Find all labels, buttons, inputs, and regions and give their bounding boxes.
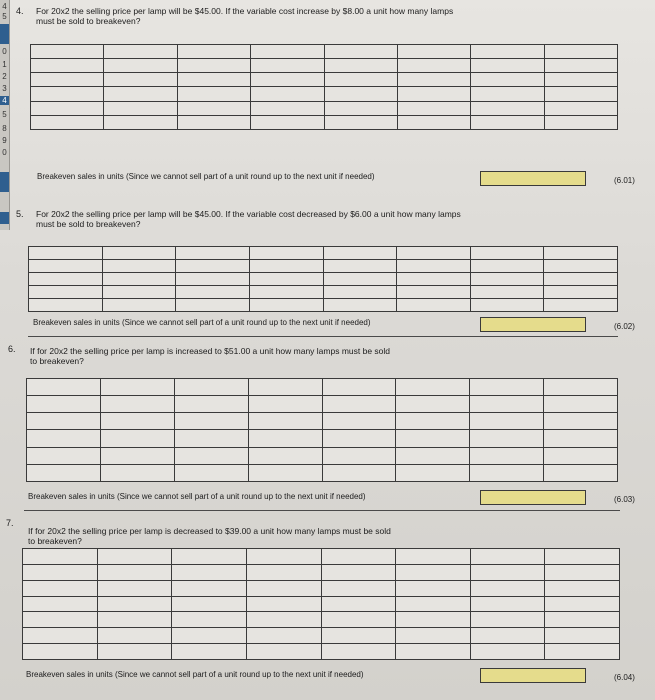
question-code: (6.04) (614, 673, 635, 682)
answer-input[interactable] (480, 317, 586, 332)
answer-label: Breakeven sales in units (Since we cannot sell part of a unit round up to the next unit if needed) (26, 670, 364, 679)
answer-input[interactable] (480, 490, 586, 505)
question-text (28, 526, 508, 546)
answer-grid[interactable] (30, 44, 618, 130)
divider (24, 510, 620, 511)
question-number: 4. (16, 6, 24, 16)
answer-input[interactable] (480, 171, 586, 186)
row-number[interactable]: 8 (2, 124, 7, 133)
row-number[interactable]: 4 (2, 2, 7, 11)
row-number[interactable]: 3 (2, 84, 7, 93)
row-number[interactable]: 2 (2, 72, 7, 81)
answer-grid[interactable] (28, 246, 618, 312)
question-number: 5. (16, 209, 24, 219)
row-number-selected[interactable] (0, 172, 9, 192)
answer-label: Breakeven sales in units (Since we cannot sell part of a unit round up to the next unit if needed) (28, 492, 366, 501)
question-text-line: If for 20x2 the selling price per lamp is decreased to $39.00 a unit how many lamps must be sold (28, 526, 391, 536)
question-text-line: If for 20x2 the selling price per lamp is increased to $51.00 a unit how many lamps must be sold (30, 346, 391, 356)
question-text (36, 6, 516, 26)
row-number[interactable]: 0 (2, 47, 7, 56)
answer-label: Breakeven sales in units (Since we cannot sell part of a unit round up to the next unit if needed) (37, 172, 375, 181)
question-text (36, 209, 516, 229)
row-number[interactable]: 0 (2, 148, 7, 157)
answer-input[interactable] (480, 668, 586, 683)
answer-grid[interactable] (26, 378, 618, 482)
divider (28, 336, 618, 337)
answer-label: Breakeven sales in units (Since we cannot sell part of a unit round up to the next unit if needed) (33, 318, 371, 327)
question-text-line: For 20x2 the selling price per lamp will be $45.00. If the variable cost increase by $8.00 a unit how many lamps (36, 6, 454, 16)
question-text-line: must be sold to breakeven? (36, 16, 141, 26)
question-text (30, 346, 510, 366)
question-text-line: to breakeven? (30, 356, 84, 366)
question-number: 7. (6, 518, 14, 528)
row-number[interactable]: 1 (2, 60, 7, 69)
row-number-selected[interactable]: 4 (0, 96, 9, 105)
row-number-selected[interactable] (0, 212, 9, 224)
question-number: 6. (8, 344, 16, 354)
question-text-line: to breakeven? (28, 536, 82, 546)
row-number[interactable]: 5 (2, 12, 7, 21)
row-number[interactable]: 9 (2, 136, 7, 145)
question-text-line: must be sold to breakeven? (36, 219, 141, 229)
question-code: (6.03) (614, 495, 635, 504)
question-code: (6.01) (614, 176, 635, 185)
question-code: (6.02) (614, 322, 635, 331)
answer-grid[interactable] (22, 548, 620, 660)
row-number[interactable]: 5 (2, 110, 7, 119)
question-text-line: For 20x2 the selling price per lamp will be $45.00. If the variable cost decreased by $6.00 a unit how many lamps (36, 209, 461, 219)
row-number-selected[interactable] (0, 24, 9, 44)
row-number-gutter (0, 0, 10, 230)
